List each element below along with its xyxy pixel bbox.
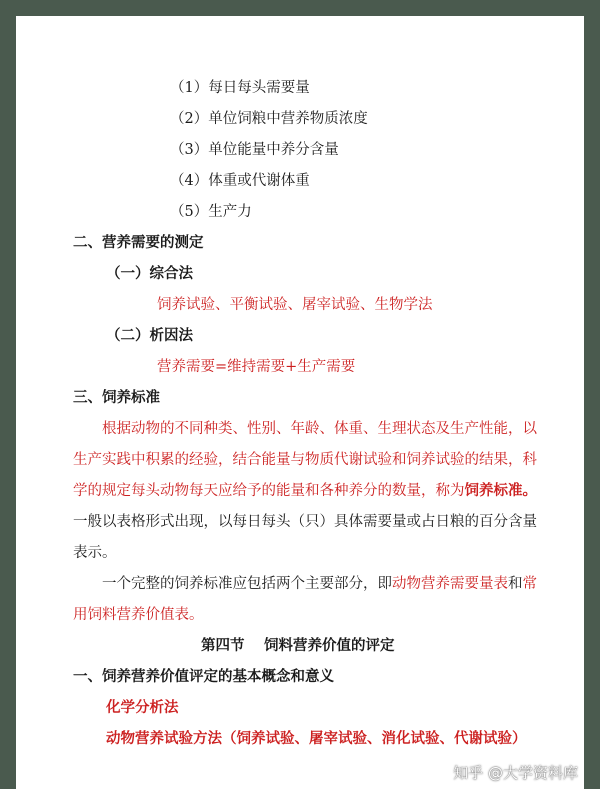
document-page [16, 16, 584, 789]
subheading-synthesis-method: （一）综合法 [106, 265, 193, 282]
list-item-5: （5）生产力 [170, 204, 252, 220]
chapter-title: 第四节 饲料营养价值的评定 [201, 637, 395, 654]
paragraph-line: 用饲料营养价值表。 [73, 607, 204, 623]
list-item-1: （1）每日每头需要量 [170, 80, 310, 96]
method-item-2: 动物营养试验方法（饲养试验、屠宰试验、消化试验、代谢试验） [106, 730, 527, 747]
paragraph-line: 生产实践中积累的经验，结合能量与物质代谢试验和饲养试验的结果，科 [73, 452, 537, 468]
paragraph-line: 根据动物的不同种类、性别、年龄、体重、生理状态及生产性能，以 [102, 421, 537, 437]
list-item-3: （3）单位能量中养分含量 [170, 142, 339, 158]
paragraph-line [102, 574, 537, 594]
paragraph-line: 一般以表格形式出现，以每日每头（只）具体需要量或占日粮的百分含量 [73, 514, 537, 530]
paragraph-text: 学的规定每头动物每天应给予的能量和各种养分的数量，称为 [73, 483, 465, 499]
paragraph-text: 一个完整的饲养标准应包括两个主要部分，即 [102, 576, 392, 592]
highlight-term: 动物营养需要量表 [392, 576, 508, 592]
highlight-term: 常 [522, 576, 537, 592]
watermark: 知乎 @大学资料库 [453, 764, 578, 782]
list-item-2: （2）单位饲粮中营养物质浓度 [170, 111, 368, 127]
section-heading-3: 三、饲养标准 [73, 389, 160, 406]
paragraph-text: 和 [508, 576, 523, 592]
method-item-1: 化学分析法 [106, 699, 179, 716]
subheading-factorial-method: （二）析因法 [106, 327, 193, 344]
factorial-method-text: 营养需要=维持需要+生产需要 [157, 359, 356, 375]
paragraph-line: 表示。 [73, 545, 117, 561]
section-heading-4: 一、饲养营养价值评定的基本概念和意义 [73, 668, 334, 685]
paragraph-line [73, 481, 537, 501]
list-item-4: （4）体重或代谢体重 [170, 173, 310, 189]
emphasis-term: 饲养标准。 [464, 482, 537, 499]
synthesis-method-text: 饲养试验、平衡试验、屠宰试验、生物学法 [157, 297, 433, 313]
section-heading-2: 二、营养需要的测定 [73, 234, 204, 251]
